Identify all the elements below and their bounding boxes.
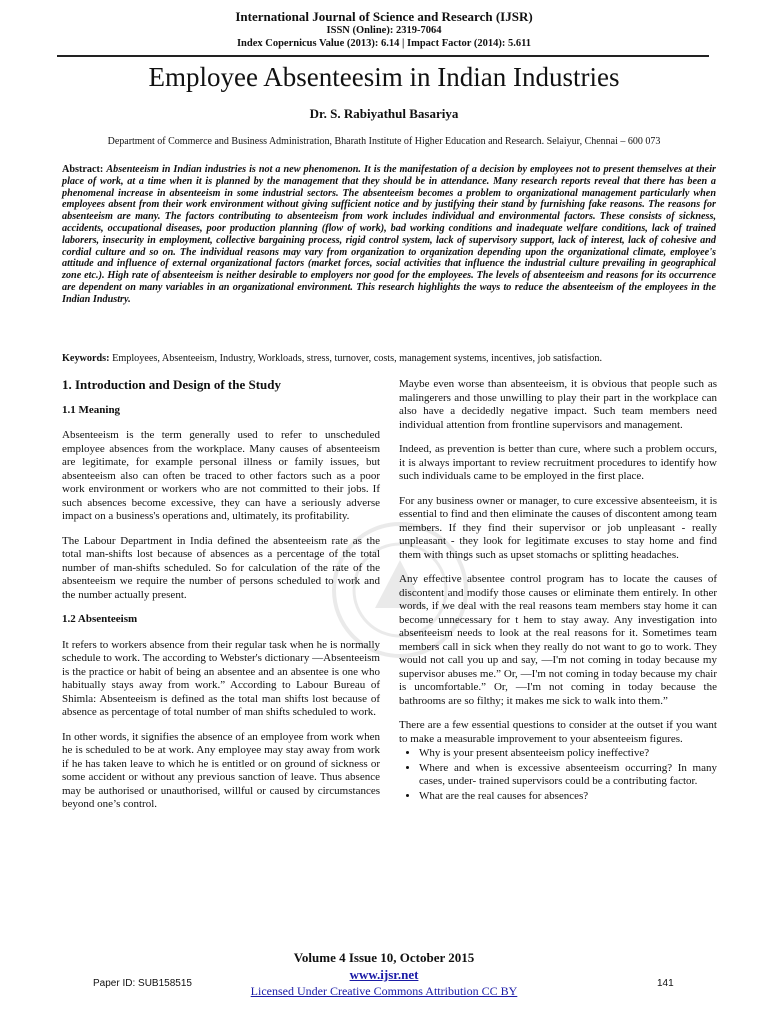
section-heading-introduction: 1. Introduction and Design of the Study — [62, 377, 282, 392]
question-list — [399, 747, 717, 803]
paragraph: Absenteeism is the term generally used to refer to unscheduled employee absences from the workplace. Many causes of absenteeism are legitimate, for example personal illness or family issues, but absenteeism also can often be traced to other factors such as a poor work environment or workers who are not committed to their jobs. If such absences become excessive, they can have a seriously adverse impact on a business's operations and, ultimately, its profitability. — [62, 429, 380, 522]
paragraph: Indeed, as prevention is better than cure, where such a problem occurs, it is always important to review recruitment procedures to identify how such individuals came to be employed in the first place. — [399, 443, 717, 482]
subsection-heading-meaning: 1.1 Meaning — [62, 403, 121, 416]
paragraph: There are a few essential questions to consider at the outset if you want to make a measurable improvement to your absenteeism figures. — [399, 719, 717, 745]
paper-author: Dr. S. Rabiyathul Basariya — [309, 106, 459, 121]
paragraph: It refers to workers absence from their regular task when he is normally schedule to work. The according to Webster's dictionary ―Absenteeism is the practice or habit of being an absentee and an absentee is one who habitually stays away from work.” According to Labour Bureau of Shimla: Absenteeism is defined as the total man shifts lost because of absence as percentage of total number of man shifts scheduled to work. — [62, 638, 380, 718]
list-item: • What are the real causes for absences? — [419, 790, 717, 804]
abstract-text: Absenteeism in Indian industries is not a new phenomenon. It is the manifestation of a decision by employees not to present themselves at their place of work, at a time when it is planned by the management that they should be in attendance. Many research reports reveal that there has been a phenomenal increase in absenteeism in some industrial sectors. The absenteeism becomes a problem to organizational management particularly when employees absent from their work environment without giving sufficient notice and by justifying their stand by furnishing fake reasons. The reasons for absenteeism are many. The factors contributing to absenteeism from work includes individual and environmental factors. These consists of sickness, accidents, occupational diseases, poor production planning (flow of work), bad working conditions and inadequate welfare conditions, lack of trained laborers, insecurity in employment, collective bargaining process, rigid control system, lack of supervisory support, lack of interest, lack of cohesive and cordial culture and so on. The individual reasons may vary from organization to organization depending upon the organizational climate, employee's attitude and influence of external organizational factors (market forces, social activities that influence the industrial culture prevailing in geographical zone etc.). High rate of absenteeism is neither desirable to employers nor good for the employees. The levels of absenteeism and reasons for its occurrence are dependent on many variables in an organizational environment. This research highlights the ways to reduce the absenteeism of the employees in the Indian Industry. — [62, 164, 716, 305]
footer-url-link[interactable]: www.ijsr.net — [349, 967, 419, 982]
paragraph: In other words, it signifies the absence of an employee from work when he is scheduled to be at work. Any employee may stay away from work if he has taken leave to which he is entitled or on ground of sickness or some accident or without any previous sanction of leave. Thus absence may be authorised or unauthorised, willful or caused by circumstances beyond one’s control. — [62, 730, 380, 810]
paper-id: Paper ID: SUB158515 — [93, 978, 192, 989]
footer-license-link[interactable]: Licensed Under Creative Commons Attribution CC BY — [250, 984, 518, 998]
abstract — [62, 164, 716, 306]
paper-title: Employee Absenteesim in Indian Industries — [148, 62, 620, 92]
left-column — [62, 378, 380, 823]
page-number: 141 — [657, 978, 674, 989]
paragraph: For any business owner or manager, to cure excessive absenteeism, it is essential to find and then eliminate the causes of discontent among team members. If they find their supervisor or job unpleasant - really unpleasant - they look for legitimate excuses to stay home and find them with things such as upset stomachs or splitting headaches. — [399, 494, 717, 561]
footer-volume: Volume 4 Issue 10, October 2015 — [293, 950, 475, 965]
keywords-label: Keywords: — [62, 353, 110, 364]
journal-name: International Journal of Science and Research (IJSR) — [235, 9, 533, 24]
paper-affiliation: Department of Commerce and Business Administration, Bharath Institute of Higher Education and Research. Selaiyur, Chennai – 600 073 — [107, 136, 661, 147]
list-item: • Where and when is excessive absenteeism occurring? In many cases, under- trained supervisors could be a contributing factor. — [419, 762, 717, 789]
list-item: • Why is your present absenteeism policy ineffective? — [419, 747, 717, 761]
abstract-label: Abstract: — [62, 164, 104, 175]
paragraph: The Labour Department in India defined the absenteeism rate as the total man-shifts lost because of absences as a percentage of the total number of man-shifts scheduled. So for calculation of the rate of the absenteeism we require the number of persons scheduled to work and the number actually present. — [62, 534, 380, 601]
paragraph: Any effective absentee control program has to locate the causes of discontent and modify those causes or eliminate them entirely. In other words, if we deal with the real reasons team members stay home it can become unnecessary for t hem to stay away. Any investigation into absenteeism needs to look at the real reasons for it. Sometimes team members call in sick when they really do not want to go to work. They would not call you up and say, ―I'm not coming in today because my supervisor abuses me.” Or, ―I'm not coming in today because my chair is uncomfortable.” Or, ―I'm not coming in today because the bathrooms are so filthy; it makes me sick to walk into them.” — [399, 573, 717, 707]
journal-index: Index Copernicus Value (2013): 6.14 | Impact Factor (2014): 5.611 — [236, 38, 532, 49]
keywords — [62, 352, 716, 365]
right-column — [399, 378, 717, 804]
keywords-text: Employees, Absenteeism, Industry, Workloads, stress, turnover, costs, management systems, incentives, job satisfaction. — [112, 353, 603, 364]
journal-issn: ISSN (Online): 2319-7064 — [326, 25, 442, 36]
header-rule — [57, 55, 709, 57]
paragraph: Maybe even worse than absenteeism, it is obvious that people such as malingerers and those unwilling to play their part in the workplace can also have a decidedly negative impact. Such team members need individual attention from frontline supervisors and management. — [399, 378, 717, 431]
journal-header — [0, 10, 768, 50]
subsection-heading-absenteeism: 1.2 Absenteeism — [62, 613, 138, 625]
